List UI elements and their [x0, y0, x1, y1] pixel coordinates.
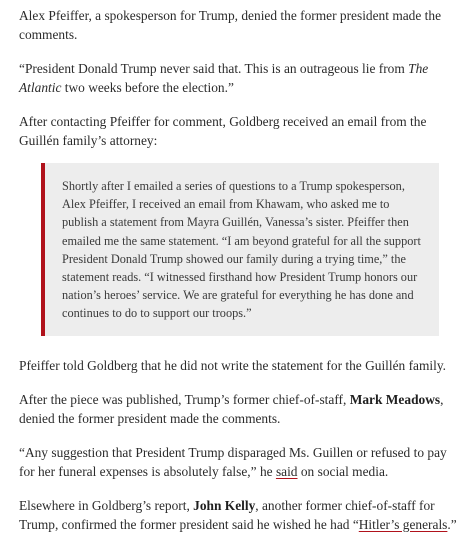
paragraph-attorney-email	[19, 112, 459, 150]
blockquote-text: Shortly after I emailed a series of questions to a Trump spokesperson, Alex Pfeiffer, I received an email from Khawam, who asked me to publish a statement from Mayra Guillén, Vanessa’s sister. Pfeiffer then emailed me the same statement. “I am beyond grateful for all the support President Donald Trump showed our family during a trying time,” the statement reads. “I witnessed firsthand how President Trump honors our nation’s heroes’ service. We are grateful for everything he has done and continues to do to support our troops.”	[62, 179, 421, 321]
said-link[interactable]: said	[275, 463, 298, 479]
paragraph-meadows-quote	[19, 443, 459, 481]
paragraph-kelly	[19, 496, 459, 534]
paragraph-text-end: .”	[447, 516, 457, 532]
paragraph-pfeiffer-denial	[19, 6, 459, 44]
blockquote	[41, 163, 439, 336]
paragraph-text: Alex Pfeiffer, a spokesperson for Trump, denied the former president made the comments.	[19, 8, 442, 42]
publication-name: The Atlantic	[19, 61, 429, 95]
person-name-kelly: John Kelly	[193, 497, 256, 513]
paragraph-text-start: Elsewhere in Goldberg’s report,	[19, 497, 194, 513]
paragraph-pfeiffer-statement	[19, 356, 459, 375]
paragraph-text-start: “Any suggestion that President Trump disparaged Ms. Guillen or refused to pay for her funeral expenses is absolutely false,” he	[19, 444, 447, 479]
quote-text-start: “President Donald Trump never said that. This is an outrageous lie from	[19, 61, 409, 76]
paragraph-text: Pfeiffer told Goldberg that he did not write the statement for the Guillén family.	[19, 357, 447, 373]
paragraph-meadows	[19, 390, 459, 428]
hitlers-generals-link[interactable]: Hitler’s generals	[358, 516, 448, 532]
quote-text-end: two weeks before the election.”	[61, 80, 234, 95]
paragraph-text-end: on social media.	[297, 463, 389, 479]
paragraph-trump-quote	[19, 59, 459, 97]
paragraph-text-middle: , another former chief-of-staff for Trump, confirmed the former president said he wished he had “	[19, 497, 435, 532]
paragraph-text-start: After the piece was published, Trump’s former chief-of-staff,	[19, 391, 350, 407]
paragraph-text-end: , denied the former president made the comments.	[19, 391, 444, 426]
paragraph-text: After contacting Pfeiffer for comment, Goldberg received an email from the Guillén family’s attorney:	[19, 114, 427, 148]
person-name-meadows: Mark Meadows	[349, 391, 441, 407]
